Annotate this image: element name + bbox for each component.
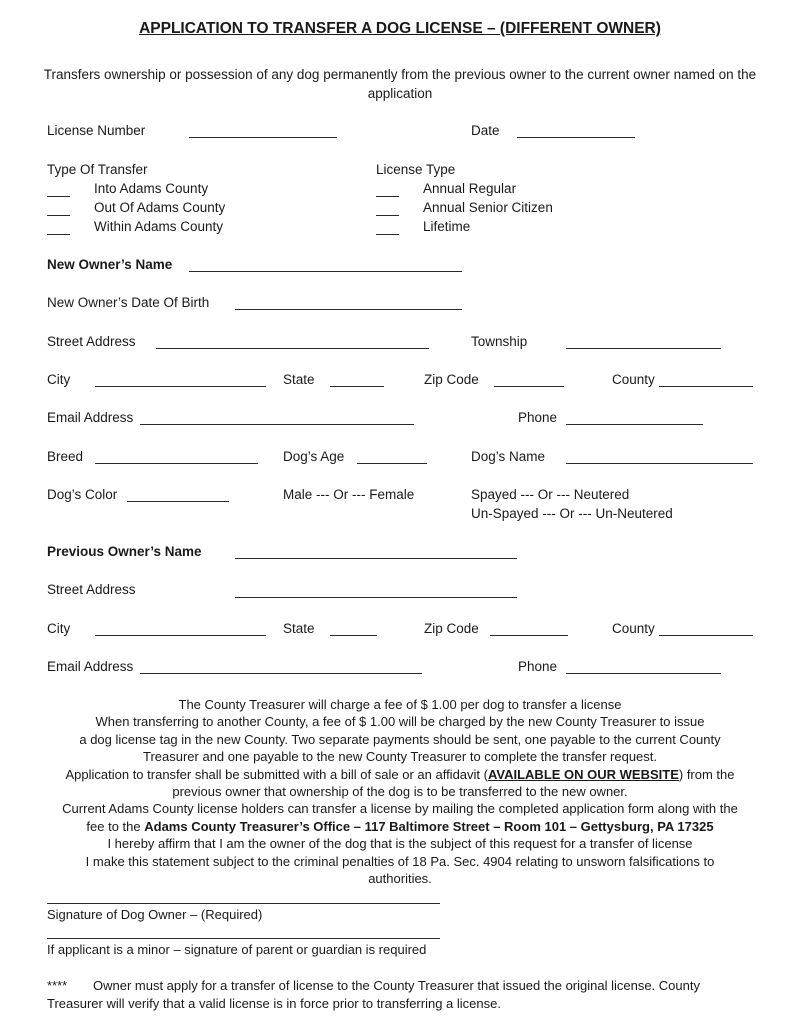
treasurer-address: Adams County Treasurer’s Office – 117 Baltimore Street – Room 101 – Gettysburg, PA 17325 xyxy=(144,818,714,834)
new-owner-phone-label: Phone xyxy=(518,410,558,425)
license-type-label: License Type xyxy=(376,162,456,177)
new-owner-name-field[interactable] xyxy=(189,271,462,272)
note-line xyxy=(30,818,770,835)
guardian-signature-label: If applicant is a minor – signature of parent or guardian is required xyxy=(47,942,427,957)
previous-owner-phone-field[interactable] xyxy=(566,673,721,674)
previous-owner-phone-label: Phone xyxy=(518,659,558,674)
new-owner-township-label: Township xyxy=(471,334,528,349)
new-owner-dob-field[interactable] xyxy=(235,309,462,310)
checkbox-annual-regular[interactable] xyxy=(376,196,399,197)
note-line: Treasurer and one payable to the new County Treasurer to complete the transfer request. xyxy=(142,749,658,765)
spay-choice-2[interactable]: Un-Spayed --- Or --- Un-Neutered xyxy=(471,506,673,521)
previous-owner-zip-label: Zip Code xyxy=(424,621,479,636)
new-owner-name-label: New Owner’s Name xyxy=(47,257,173,272)
dog-color-label: Dog’s Color xyxy=(47,487,118,502)
note-line: When transferring to another County, a fee of $ 1.00 will be charged by the new County Treasurer to issue xyxy=(95,714,705,730)
date-label: Date xyxy=(471,123,500,138)
footer-note xyxy=(47,977,747,1013)
previous-owner-name-label: Previous Owner’s Name xyxy=(47,544,202,559)
dog-name-field[interactable] xyxy=(566,463,753,464)
breed-field[interactable] xyxy=(95,463,258,464)
previous-owner-county-label: County xyxy=(612,621,655,636)
website-link[interactable]: AVAILABLE ON OUR WEBSITE xyxy=(487,766,679,782)
sex-choice[interactable]: Male --- Or --- Female xyxy=(283,487,415,502)
new-owner-city-field[interactable] xyxy=(95,386,266,387)
owner-signature-field[interactable] xyxy=(47,903,440,904)
footer-text: Owner must apply for a transfer of license to the County Treasurer that issued the original license. County Treasurer will verify that a valid license is in force prior to transferring a license. xyxy=(47,978,700,1011)
previous-owner-city-field[interactable] xyxy=(95,635,266,636)
note-line: I hereby affirm that I am the owner of the dog that is the subject of this request for a transfer of license xyxy=(107,836,693,852)
previous-owner-zip-field[interactable] xyxy=(490,635,568,636)
new-owner-state-label: State xyxy=(283,372,315,387)
note-text: Application to transfer shall be submitted with a bill of sale or an affidavit ( xyxy=(65,766,488,782)
new-owner-county-field[interactable] xyxy=(659,386,753,387)
option-out-of-adams: Out Of Adams County xyxy=(94,200,226,215)
new-owner-county-label: County xyxy=(612,372,655,387)
note-line: previous owner that ownership of the dog is to be transferred to the new owner. xyxy=(172,784,628,800)
note-line: authorities. xyxy=(368,871,432,887)
checkbox-into-adams[interactable] xyxy=(47,196,70,197)
note-line: Current Adams County license holders can transfer a license by mailing the completed application form along with the xyxy=(62,801,738,817)
new-owner-street-field[interactable] xyxy=(156,348,429,349)
previous-owner-state-label: State xyxy=(283,621,315,636)
new-owner-street-label: Street Address xyxy=(47,334,136,349)
note-text: fee to the xyxy=(86,818,145,834)
previous-owner-county-field[interactable] xyxy=(659,635,753,636)
option-annual-senior: Annual Senior Citizen xyxy=(423,200,553,215)
breed-label: Breed xyxy=(47,449,84,464)
fee-notes xyxy=(30,696,770,887)
note-text: ) from the xyxy=(678,766,735,782)
owner-signature-label: Signature of Dog Owner – (Required) xyxy=(47,907,263,922)
previous-owner-street-label: Street Address xyxy=(47,582,136,597)
previous-owner-email-label: Email Address xyxy=(47,659,134,674)
previous-owner-email-field[interactable] xyxy=(140,673,422,674)
note-line: a dog license tag in the new County. Two separate payments should be sent, one payable to the current County xyxy=(79,731,721,747)
new-owner-state-field[interactable] xyxy=(330,386,384,387)
new-owner-phone-field[interactable] xyxy=(566,424,703,425)
form-title: APPLICATION TO TRANSFER A DOG LICENSE – (DIFFERENT OWNER) xyxy=(139,20,661,37)
new-owner-zip-field[interactable] xyxy=(494,386,564,387)
option-within-adams: Within Adams County xyxy=(94,219,224,234)
date-field[interactable] xyxy=(517,137,635,138)
checkbox-lifetime[interactable] xyxy=(376,234,399,235)
type-of-transfer-label: Type Of Transfer xyxy=(47,162,148,177)
checkbox-within-adams[interactable] xyxy=(47,234,70,235)
note-line: The County Treasurer will charge a fee of $ 1.00 per dog to transfer a license xyxy=(178,697,622,712)
dog-color-field[interactable] xyxy=(127,501,229,502)
form-subtitle: Transfers ownership or possession of any dog permanently from the previous owner to the current owner named on the application xyxy=(43,67,757,101)
checkbox-annual-senior[interactable] xyxy=(376,215,399,216)
new-owner-township-field[interactable] xyxy=(566,348,721,349)
checkbox-out-of-adams[interactable] xyxy=(47,215,70,216)
dog-name-label: Dog’s Name xyxy=(471,449,546,464)
license-number-label: License Number xyxy=(47,123,146,138)
footer-stars: **** xyxy=(47,978,68,993)
note-line: I make this statement subject to the criminal penalties of 18 Pa. Sec. 4904 relating to unsworn falsifications to xyxy=(85,853,715,869)
previous-owner-street-field[interactable] xyxy=(235,597,517,598)
previous-owner-city-label: City xyxy=(47,621,71,636)
dog-age-field[interactable] xyxy=(357,463,427,464)
license-number-field[interactable] xyxy=(189,137,337,138)
note-line xyxy=(30,766,770,783)
new-owner-dob-label: New Owner’s Date Of Birth xyxy=(47,295,210,310)
spay-choice-1[interactable]: Spayed --- Or --- Neutered xyxy=(471,487,630,502)
new-owner-email-field[interactable] xyxy=(140,424,414,425)
previous-owner-state-field[interactable] xyxy=(330,635,377,636)
new-owner-zip-label: Zip Code xyxy=(424,372,479,387)
guardian-signature-field[interactable] xyxy=(47,938,440,939)
dog-age-label: Dog’s Age xyxy=(283,449,345,464)
previous-owner-name-field[interactable] xyxy=(235,558,517,559)
new-owner-city-label: City xyxy=(47,372,71,387)
option-lifetime: Lifetime xyxy=(423,219,471,234)
option-annual-regular: Annual Regular xyxy=(423,181,517,196)
option-into-adams: Into Adams County xyxy=(94,181,209,196)
new-owner-email-label: Email Address xyxy=(47,410,134,425)
